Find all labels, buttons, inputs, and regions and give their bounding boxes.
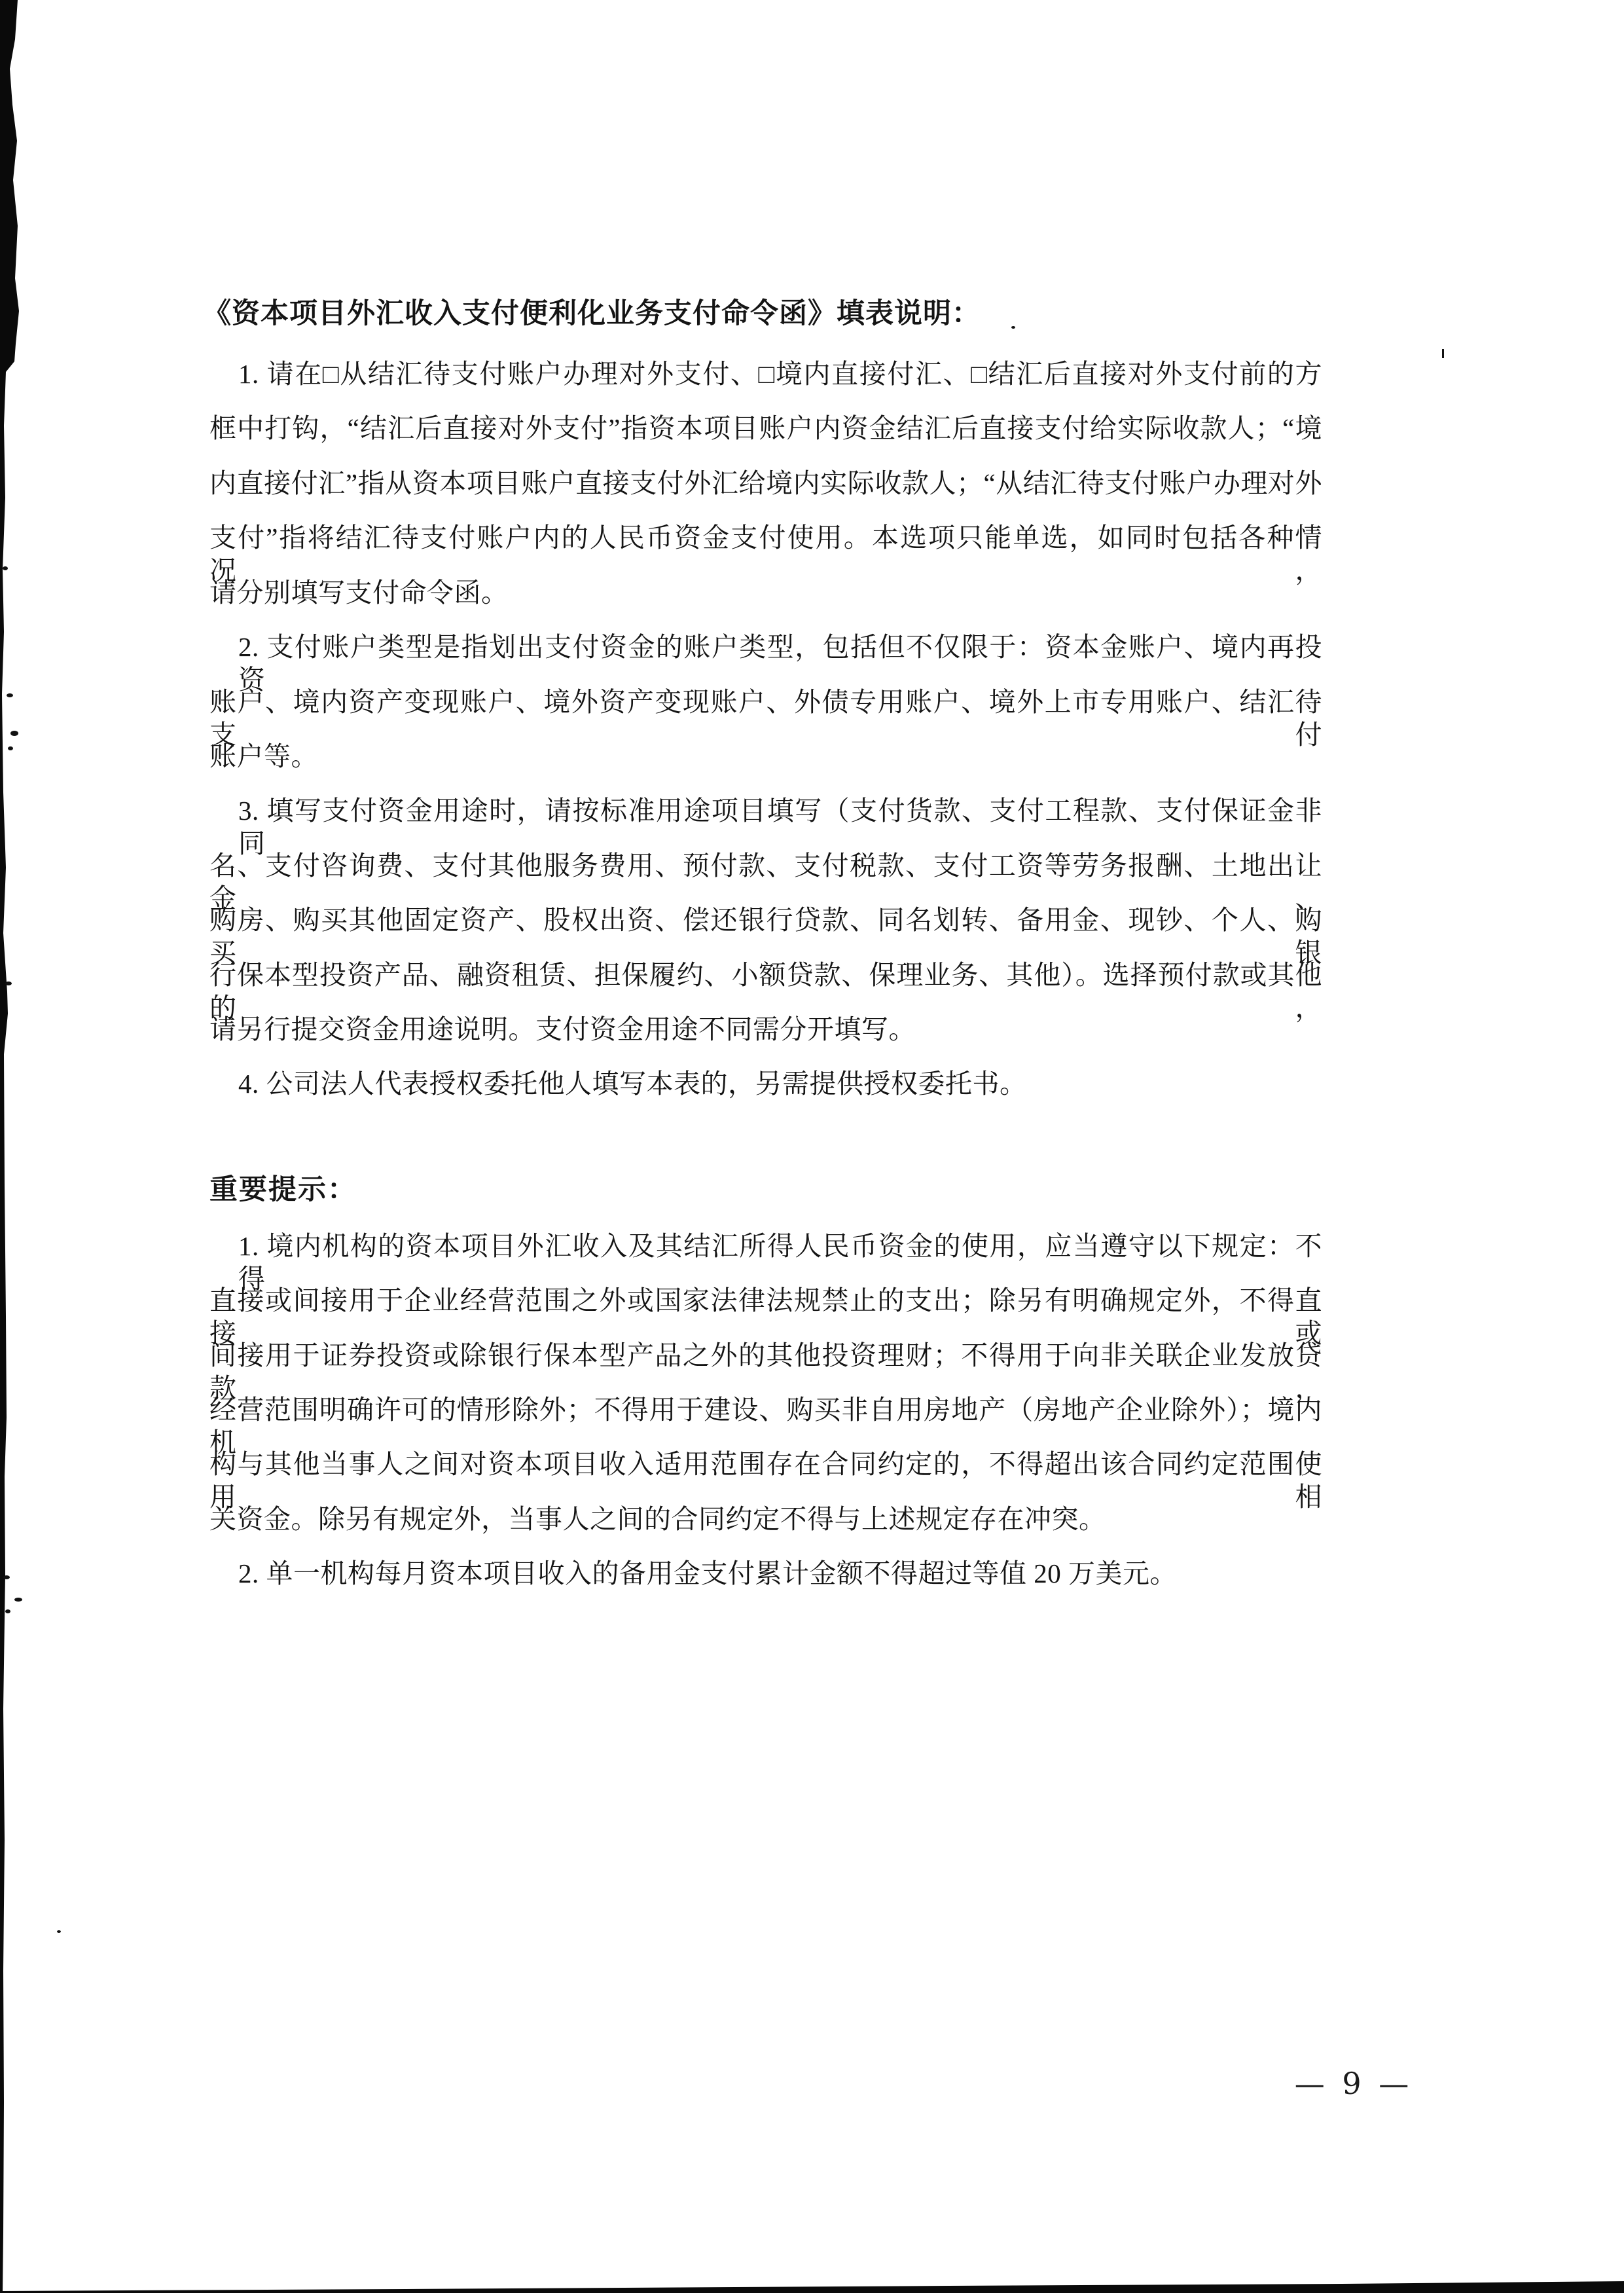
doc-line: 1. 境内机构的资本项目外汇收入及其结汇所得人民币资金的使用，应当遵守以下规定：不得 — [238, 1231, 1322, 1294]
doc-line: 3. 填写支付资金用途时，请按标准用途项目填写（支付货款、支付工程款、支付保证金非同 — [238, 796, 1322, 858]
doc-line: 2. 单一机构每月资本项目收入的备用金支付累计金额不得超过等值 20 万美元。 — [238, 1558, 1177, 1588]
doc-line: 支付”指将结汇待支付账户内的人民币资金支付使用。本选项只能单选，如同时包括各种情况， — [209, 523, 1322, 585]
doc-line: 框中打钩，“结汇后直接对外支付”指资本项目账户内资金结汇后直接支付给实际收款人；“境 — [209, 413, 1322, 443]
doc-line: 经营范围明确许可的情形除外；不得用于建设、购买非自用房地产（房地产企业除外）；境内机 — [209, 1395, 1322, 1458]
doc-title: 《资本项目外汇收入支付便利化业务支付命令函》填表说明： — [203, 298, 981, 329]
doc-line: 请分别填写支付命令函。 — [209, 578, 509, 608]
doc-line: 1. 请在□从结汇待支付账户办理对外支付、□境内直接付汇、□结汇后直接对外支付前的方 — [238, 359, 1322, 389]
doc-line: 行保本型投资产品、融资租赁、担保履约、小额贷款、保理业务、其他）。选择预付款或其他的， — [209, 960, 1322, 1023]
page-number: — 9 — — [1294, 2066, 1409, 2101]
scan-edge-left — [0, 0, 19, 2293]
doc-line: 4. 公司法人代表授权委托他人填写本表的，另需提供授权委托书。 — [238, 1069, 1027, 1099]
doc-line: 名、支付咨询费、支付其他服务费用、预付款、支付税款、支付工资等劳务报酬、土地出让金、 — [209, 851, 1322, 913]
doc-line: 请另行提交资金用途说明。支付资金用途不同需分开填写。 — [209, 1014, 916, 1044]
doc-line: 内直接付汇”指从资本项目账户直接支付外汇给境内实际收款人；“从结汇待支付账户办理对外 — [209, 468, 1322, 498]
notice-heading: 重要提示： — [209, 1174, 357, 1205]
doc-line: 购房、购买其他固定资产、股权出资、偿还银行贷款、同名划转、备用金、现钞、个人、购买银 — [209, 905, 1322, 968]
doc-line: 账户等。 — [209, 741, 318, 771]
doc-line: 间接用于证券投资或除银行保本型产品之外的其他投资理财；不得用于向非关联企业发放贷款， — [209, 1340, 1322, 1403]
scan-edge-bottom — [0, 2281, 1624, 2293]
doc-line: 账户、境内资产变现账户、境外资产变现账户、外债专用账户、境外上市专用账户、结汇待支付 — [209, 687, 1322, 750]
doc-line: 直接或间接用于企业经营范围之外或国家法律法规禁止的支出；除另有明确规定外，不得直接或 — [209, 1285, 1322, 1348]
doc-line: 关资金。除另有规定外，当事人之间的合同约定不得与上述规定存在冲突。 — [209, 1504, 1106, 1534]
doc-line: 2. 支付账户类型是指划出支付资金的账户类型，包括但不仅限于：资本金账户、境内再投资 — [238, 632, 1322, 695]
doc-line: 构与其他当事人之间对资本项目收入适用范围存在合同约定的，不得超出该合同约定范围使用相 — [209, 1449, 1322, 1512]
